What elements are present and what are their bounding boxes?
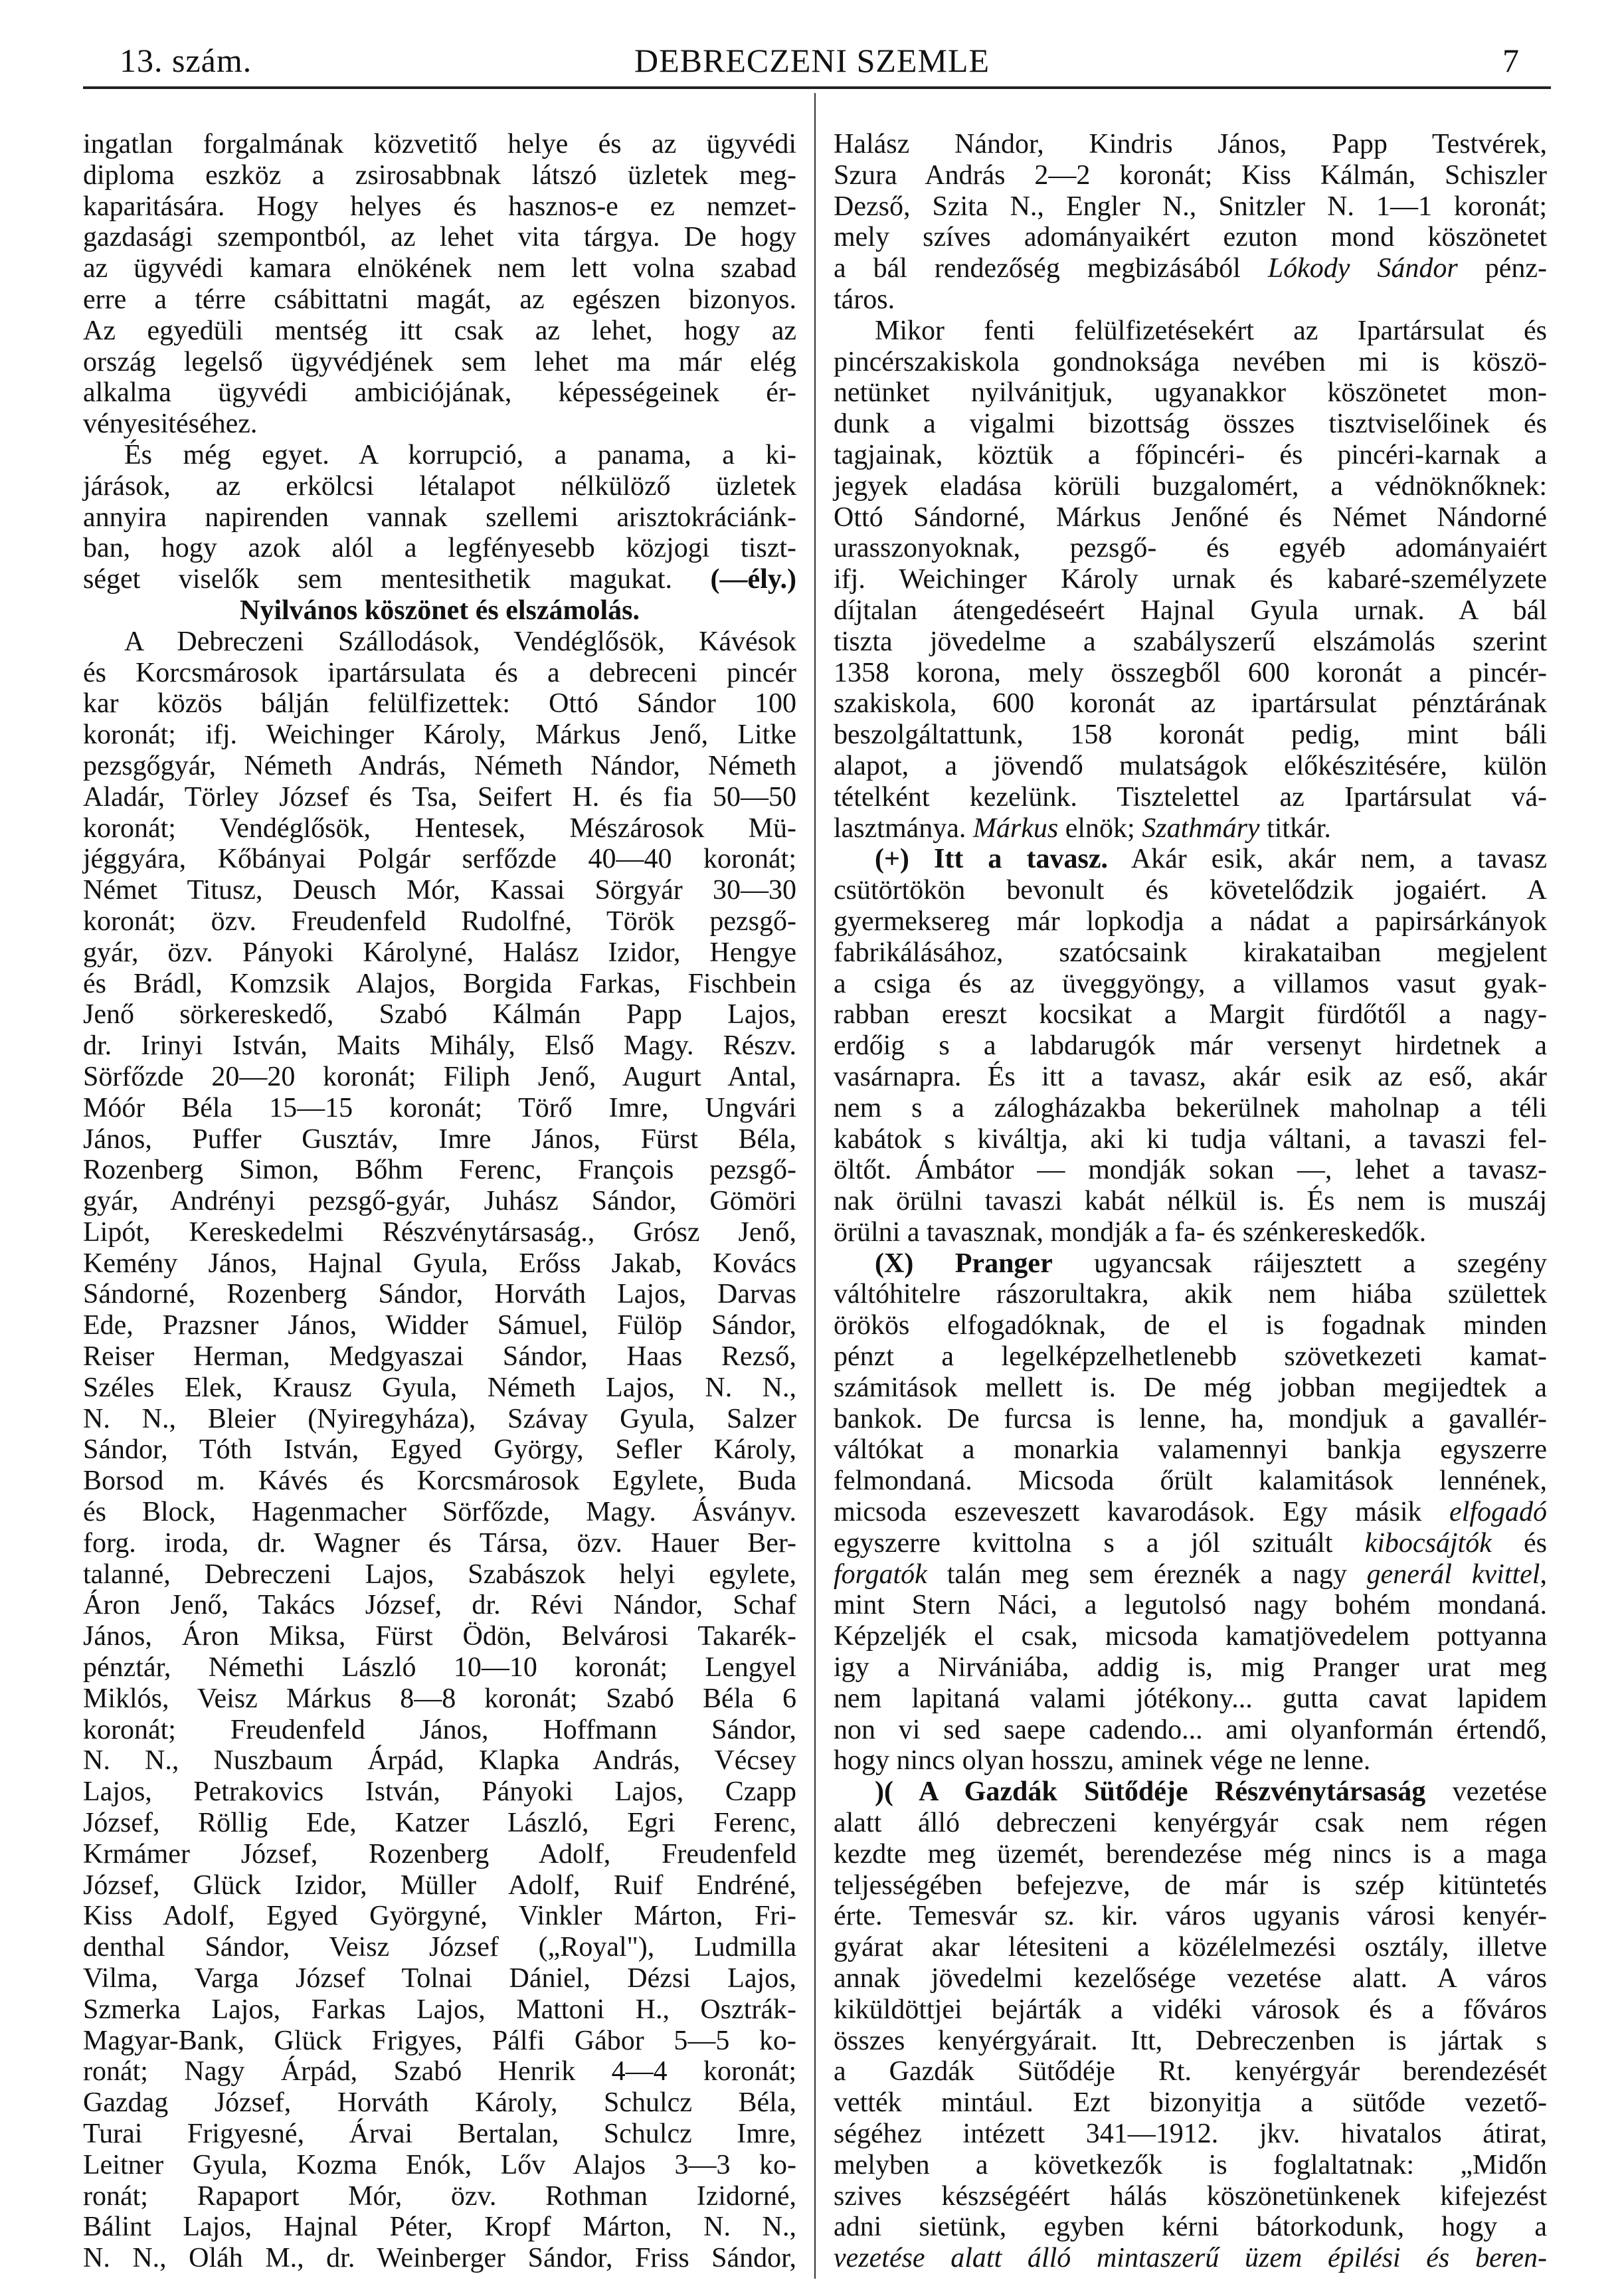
text-line: gyermeksereg már lopkodja a nádat a papirsárkányok <box>834 906 1547 937</box>
text-line: és Brádl, Komzsik Alajos, Borgida Farkas, Fischbein <box>83 968 796 999</box>
text-line: összes kenyérgyárait. Itt, Debreczenben is jártak s <box>834 2025 1547 2056</box>
text-line: ban, hogy azok alól a legfényesebb közjogi tiszt- <box>83 533 796 564</box>
text-segment: vezetése <box>1425 1776 1547 1808</box>
italic-text: elfogadó <box>1449 1497 1547 1528</box>
text-line: szives készségéért hálás köszönetünkenek kifejezést <box>834 2180 1547 2212</box>
text-segment: lasztmánya. <box>834 812 973 844</box>
bold-text: (—ély.) <box>710 564 796 595</box>
text-line: A Debreczeni Szállodások, Vendéglősök, Kávésok <box>124 626 796 657</box>
text-line: Képzeljék el csak, micsoda kamatjövedelem pottyanna <box>834 1621 1547 1652</box>
italic-text: Márkus <box>972 812 1059 844</box>
text-line: kar közös bálján felülfizettek: Ottó Sándor 100 <box>83 688 796 719</box>
text-line <box>834 1248 1547 1280</box>
text-line: Szmerka Lajos, Farkas Lajos, Mattoni H., Osztrák- <box>83 1994 796 2025</box>
text-line <box>834 813 1547 844</box>
text-line: kabátok s kiváltja, aki ki tudja váltani, a tavaszi fel- <box>834 1123 1547 1155</box>
text-line: számitások mellett is. De még jobban megijedtek a <box>834 1372 1547 1403</box>
text-line <box>834 1497 1547 1528</box>
article-paragraph <box>83 626 796 2274</box>
text-line: adni sietünk, egyben kérni bátorkodunk, hogy a <box>834 2212 1547 2243</box>
bold-text: )( A Gazdák Sütődéje Részvénytársaság <box>875 1776 1426 1808</box>
text-line: diploma eszköz a zsirosabbnak látszó üzletek meg- <box>83 159 796 191</box>
text-line: járások, az erkölcsi létalapot nélkülöző üzletek <box>83 470 796 502</box>
text-segment: és <box>1491 1527 1547 1559</box>
text-line: pezsgőgyár, Németh András, Németh Nándor, Németh <box>83 750 796 781</box>
text-line: Dezső, Szita N., Engler N., Snitzler N. 1—1 koronát; <box>834 191 1547 222</box>
text-segment: ugyancsak ráijesztett a szegény <box>1052 1248 1547 1279</box>
text-line: tételként kezelünk. Tisztelettel az Ipartársulat vá- <box>834 781 1547 812</box>
text-line: felmondaná. Micsoda őrült kalamitások lennének, <box>834 1466 1547 1497</box>
text-line: Nyilvános köszönet és elszámolás. <box>240 595 640 626</box>
text-line: alapot, a jövendő mulatságok előkészitésére, külön <box>834 750 1547 781</box>
text-line <box>834 253 1547 284</box>
text-segment: pénz- <box>1457 253 1547 284</box>
text-segment: Akár esik, akár nem, a tavasz <box>1107 844 1547 875</box>
article-paragraph <box>834 316 1547 844</box>
text-line: Német Titusz, Deusch Mór, Kassai Sörgyár 30—30 <box>83 875 796 906</box>
text-line: Az egyedüli mentség itt csak az lehet, hogy az <box>83 315 796 346</box>
text-line: denthal Sándor, Veisz József („Royal"), Ludmilla <box>83 1932 796 1963</box>
text-line: táros. <box>834 284 895 315</box>
text-line: érte. Temesvár sz. kir. város ugyanis városi kenyér- <box>834 1901 1547 1932</box>
text-line: Aladár, Törley József és Tsa, Seifert H. és fia 50—50 <box>83 781 796 812</box>
text-line: Leitner Gyula, Kozma Enók, Lőv Alajos 3—3 ko- <box>83 2149 796 2180</box>
text-line: 1358 korona, mely összegből 600 koronát a pincér- <box>834 657 1547 688</box>
text-line <box>834 844 1547 875</box>
text-line: díjtalan átengedéseért Hajnal Gyula urnak. A bál <box>834 595 1547 626</box>
text-line: Mikor fenti felülfizetésekért az Ipartársulat és <box>875 315 1547 346</box>
text-line: Sándorné, Rozenberg Sándor, Horváth Lajos, Darvas <box>83 1279 796 1310</box>
text-line: talanné, Debreczeni Lajos, Szabászok helyi egylete, <box>83 1559 796 1590</box>
text-line: szakiskola, 600 koronát az ipartársulat pénztárának <box>834 688 1547 719</box>
text-line: beszolgáltattunk, 158 koronát pedig, mint báli <box>834 719 1547 751</box>
text-line: Kemény János, Hajnal Gyula, Erőss Jakab, Kovács <box>83 1248 796 1279</box>
text-line <box>83 564 796 595</box>
text-line: Ottó Sándorné, Márkus Jenőné és Német Nándorné <box>834 502 1547 533</box>
text-line: ifj. Weichinger Károly urnak és kabaré-személyzete <box>834 564 1547 595</box>
text-line: gyárat akar létesiteni a közélelmezési osztály, illetve <box>834 1932 1547 1963</box>
text-line: vasárnapra. És itt a tavasz, akár esik az eső, akár <box>834 1061 1547 1092</box>
text-segment: elnök; <box>1058 812 1142 844</box>
text-line: örökös elfogadóknak, de el is fogadnak minden <box>834 1310 1547 1341</box>
text-line: rabban ereszt kocsikat a Margit fürdőtől a nagy- <box>834 999 1547 1030</box>
text-line: Reiser Herman, Medgyaszai Sándor, Haas Rezső, <box>83 1341 796 1373</box>
text-line: János, Puffer Gusztáv, Imre János, Fürst Béla, <box>83 1123 796 1155</box>
text-line: és Block, Hagenmacher Sörfőzde, Magy. Ásványv. <box>83 1497 796 1528</box>
text-line: pénzt a legelképzelhetlenebb szövetkezeti kamat- <box>834 1341 1547 1373</box>
text-line: gyár, özv. Pányoki Károlyné, Halász Izidor, Hengye <box>83 937 796 968</box>
text-line: alatt álló debreczeni kenyérgyár csak nem régen <box>834 1808 1547 1839</box>
text-line: mely szíves adományaikért ezuton mond köszönetet <box>834 222 1547 253</box>
text-line: gyár, Andrényi pezsgő-gyár, Juhász Sándor, Gömöri <box>83 1186 796 1217</box>
text-segment: egyszerre kvittolna s a jól szituált <box>834 1527 1365 1559</box>
left-column <box>83 129 796 2274</box>
text-line: dunk a vigalmi bizottság összes tisztviselőinek és <box>834 409 1547 440</box>
text-line: Miklós, Veisz Márkus 8—8 koronát; Szabó Béla 6 <box>83 1683 796 1714</box>
article-paragraph <box>834 1776 1547 2274</box>
italic-text: kibocsájtók <box>1364 1527 1492 1559</box>
text-line: koronát; Vendéglősök, Hentesek, Mészárosok Mü- <box>83 812 796 844</box>
text-line: ronát; Nagy Árpád, Szabó Henrik 4—4 koronát; <box>83 2056 796 2087</box>
text-line: ronát; Rapaport Mór, özv. Rothman Izidorné, <box>83 2180 796 2212</box>
text-line: jegyek eladása körüli buzgalomért, a védnöknőknek: <box>834 470 1547 502</box>
article-paragraph <box>83 129 796 440</box>
text-line: Kiss Adolf, Egyed Györgyné, Vinkler Márton, Fri- <box>83 1901 796 1932</box>
text-line: Lajos, Petrakovics István, Pányoki Lajos, Czapp <box>83 1776 796 1808</box>
text-line: Ede, Prazsner János, Widder Sámuel, Fülöp Sándor, <box>83 1310 796 1341</box>
text-line: Vilma, Varga József Tolnai Dániel, Dézsi Lajos, <box>83 1963 796 1994</box>
text-line: Halász Nándor, Kindris János, Papp Testvérek, <box>834 129 1547 159</box>
text-line: váltóhitelre rászorultakra, akik nem hiába születtek <box>834 1279 1547 1310</box>
article-paragraph <box>834 844 1547 1248</box>
text-line: annyira napirenden vannak szellemi arisztokráciánk- <box>83 502 796 533</box>
text-line: váltókat a monarkia valamennyi bankja egyszerre <box>834 1434 1547 1466</box>
text-line <box>834 2243 1547 2274</box>
text-line: a csiga és az üveggyöngy, a villamos vasut gyak- <box>834 968 1547 999</box>
text-line: nem s a zálogházakba bekerülnek maholnap a téli <box>834 1092 1547 1123</box>
text-line: vették mintául. Ezt bizonyitja a sütőde vezető- <box>834 2087 1547 2119</box>
text-segment: , <box>1540 1559 1547 1590</box>
text-line: teljességében befejezve, de már is szép kitüntetés <box>834 1869 1547 1901</box>
text-segment: micsoda eszeveszett kavarodások. Egy másik <box>834 1497 1450 1528</box>
text-line: kiküldöttjei bejárták a vidéki városok és a főváros <box>834 1994 1547 2025</box>
text-line: ingatlan forgalmának közvetitő helye és az ügyvédi <box>83 129 796 159</box>
text-line: Turai Frigyesné, Árvai Bertalan, Schulcz Imre, <box>83 2119 796 2149</box>
bold-text: (X) Pranger <box>875 1248 1053 1279</box>
text-line: N. N., Oláh M., dr. Weinberger Sándor, Friss Sándor, <box>83 2243 796 2274</box>
text-line: Lipót, Kereskedelmi Részvénytársaság., Grósz Jenő, <box>83 1216 796 1248</box>
text-segment: a bál rendezőség megbizásából <box>834 253 1268 284</box>
text-line <box>834 1528 1547 1559</box>
text-line: melyben a következők is foglaltatnak: „Midőn <box>834 2149 1547 2180</box>
text-line: csütörtökön bevonult és követelődzik jogaiért. A <box>834 875 1547 906</box>
text-segment: talán meg sem éreznék a nagy <box>927 1559 1367 1590</box>
text-line: József, Röllig Ede, Katzer László, Egri Ferenc, <box>83 1808 796 1839</box>
text-line: pénztár, Némethi László 10—10 koronát; Lengyel <box>83 1652 796 1683</box>
section-heading <box>83 595 796 626</box>
text-line: mint Stern Náci, a legutolsó nagy bohém mondaná. <box>834 1590 1547 1621</box>
text-line: pincérszakiskola gondnoksága nevében mi is köszö- <box>834 346 1547 377</box>
text-line: öltőt. Ámbátor — mondják sokan —, lehet a tavasz- <box>834 1155 1547 1186</box>
bold-text: (+) Itt a tavasz. <box>875 844 1108 875</box>
italic-text: vezetése alatt álló mintaszerű üzem épilési és beren- <box>834 2243 1547 2274</box>
article-paragraph <box>834 129 1547 316</box>
text-line <box>834 1776 1547 1808</box>
text-line: és Korcsmárosok ipartársulata és a debreceni pincér <box>83 657 796 688</box>
text-line: kezdte meg üzemét, berendezése még nincs is a maga <box>834 1838 1547 1869</box>
text-line: a Gazdák Sütődéje Rt. kenyérgyár berendezését <box>834 2056 1547 2087</box>
text-line <box>834 1559 1547 1590</box>
text-line: gazdasági szempontból, az lehet vita tárgya. De hogy <box>83 222 796 253</box>
issue-number: 13. szám. <box>120 42 252 79</box>
text-line: erre a térre csábittatni magát, az egészen bizonyos. <box>83 284 796 315</box>
text-line: forg. iroda, dr. Wagner és Társa, özv. Hauer Ber- <box>83 1527 796 1559</box>
italic-text: Lókody Sándor <box>1267 253 1458 284</box>
text-line: tiszta jövedelme a szabályszerű elszámolás szerint <box>834 626 1547 657</box>
text-line: Gazdag József, Horváth Károly, Schulcz Béla, <box>83 2087 796 2119</box>
column-divider <box>814 93 816 2279</box>
text-line: netünket nyilvánitjuk, ugyanakkor köszönetet mon- <box>834 377 1547 409</box>
text-line: igy a Nirvániába, addig is, mig Pranger urat meg <box>834 1652 1547 1683</box>
text-line: dr. Irinyi István, Maits Mihály, Első Magy. Részv. <box>83 1030 796 1062</box>
text-line: Sörfőzde 20—20 koronát; Filiph Jenő, Augurt Antal, <box>83 1061 796 1092</box>
article-paragraph <box>834 1248 1547 1777</box>
right-column <box>834 129 1547 2274</box>
text-line: Rozenberg Simon, Bőhm Ferenc, François pezsgő- <box>83 1155 796 1186</box>
text-line: koronát; Freudenfeld János, Hoffmann Sándor, <box>83 1714 796 1745</box>
text-line: annak jövedelmi kezelősége vezetése alatt. A város <box>834 1963 1547 1994</box>
text-line: Szura András 2—2 koronát; Kiss Kálmán, Schiszler <box>834 159 1547 191</box>
text-line: N. N., Nuszbaum Árpád, Klapka András, Vécsey <box>83 1745 796 1776</box>
text-line: az ügyvédi kamara elnökének nem lett volna szabad <box>83 253 796 284</box>
text-line: fabrikálásához, szatócsaink kirakataiban megjelent <box>834 937 1547 968</box>
text-line: Bálint Lajos, Hajnal Péter, Kropf Márton, N. N., <box>83 2212 796 2243</box>
text-line: tagjainak, köztük a főpincéri- és pincéri-karnak a <box>834 439 1547 470</box>
text-line: nem lapitaná valami jótékony... gutta cavat lapidem <box>834 1683 1547 1714</box>
text-segment: séget viselők sem mentesithetik magukat. <box>83 564 711 595</box>
text-line: urasszonyoknak, pezsgő- és egyéb adományaiért <box>834 533 1547 564</box>
text-line: alkalma ügyvédi ambiciójának, képességeinek ér- <box>83 377 796 409</box>
text-line: örülni a tavasznak, mondják a fa- és szénkereskedők. <box>834 1216 1427 1248</box>
text-line: erdőig s a labdarugók már versenyt hirdetnek a <box>834 1030 1547 1062</box>
article-paragraph <box>83 440 796 595</box>
text-line: ségéhez intézett 341—1912. jkv. hivatalos átirat, <box>834 2119 1547 2149</box>
text-line: József, Glück Izidor, Müller Adolf, Ruif Endréné, <box>83 1869 796 1901</box>
text-line: Áron Jenő, Takács József, dr. Révi Nándor, Schaf <box>83 1590 796 1621</box>
text-line: És még egyet. A korrupció, a panama, a ki- <box>124 439 796 470</box>
header-rule <box>83 86 1551 89</box>
newspaper-title: DEBRECZENI SZEMLE <box>634 42 990 79</box>
text-line: ország legelső ügyvédjének sem lehet ma már elég <box>83 346 796 377</box>
text-line: koronát; özv. Freudenfeld Rudolfné, Török pezsgő- <box>83 906 796 937</box>
text-line: non vi sed saepe cadendo... ami olyanformán értendő, <box>834 1714 1547 1745</box>
text-line: Móór Béla 15—15 koronát; Törő Imre, Ungvári <box>83 1092 796 1123</box>
text-line: kaparitására. Hogy helyes és hasznos-e ez nemzet- <box>83 191 796 222</box>
text-line: Jenő sörkereskedő, Szabó Kálmán Papp Lajos, <box>83 999 796 1030</box>
text-line: Sándor, Tóth István, Egyed György, Sefler Károly, <box>83 1434 796 1466</box>
text-line: koronát; ifj. Weichinger Károly, Márkus Jenő, Litke <box>83 719 796 751</box>
text-line: bankok. De furcsa is lenne, ha, mondjuk a gavallér- <box>834 1403 1547 1434</box>
text-line: Magyar-Bank, Glück Frigyes, Pálfi Gábor 5—5 ko- <box>83 2025 796 2056</box>
italic-text: forgatók <box>834 1559 927 1590</box>
italic-text: generál kvittel <box>1366 1559 1540 1590</box>
text-line: vényesitéséhez. <box>83 409 258 440</box>
italic-text: Szathmáry <box>1142 812 1260 844</box>
text-line: Krmámer József, Rozenberg Adolf, Freudenfeld <box>83 1838 796 1869</box>
text-line: János, Áron Miksa, Fürst Ödön, Belvárosi Takarék- <box>83 1621 796 1652</box>
page-number: 7 <box>1502 42 1520 79</box>
text-line: hogy nincs olyan hosszu, aminek vége ne lenne. <box>834 1745 1371 1776</box>
text-segment: titkár. <box>1259 812 1331 844</box>
text-line: Borsod m. Kávés és Korcsmárosok Egylete, Buda <box>83 1466 796 1497</box>
text-line: Széles Elek, Krausz Gyula, Németh Lajos, N. N., <box>83 1372 796 1403</box>
text-line: N. N., Bleier (Nyiregyháza), Szávay Gyula, Salzer <box>83 1403 796 1434</box>
text-line: jéggyára, Kőbányai Polgár serfőzde 40—40 koronát; <box>83 844 796 875</box>
text-line: nak örülni tavaszi kabát nélkül is. És nem is muszáj <box>834 1186 1547 1217</box>
